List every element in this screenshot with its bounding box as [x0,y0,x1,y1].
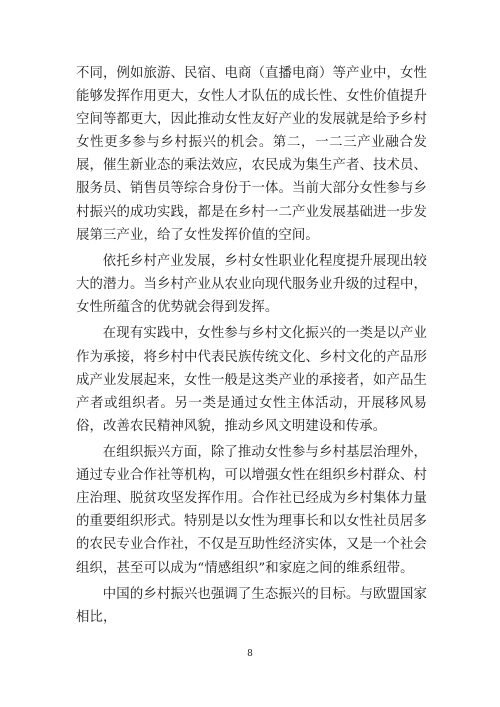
paragraph-cultural-revitalization: 在现有实践中，女性参与乡村文化振兴的一类是以产业作为承接，将乡村中代表民族传统文化、乡村文化的产品形成产业发展起来，女性一般是这类产业的承接者，如产品生产者或组织者。另一类是通过女性主体活动，开展移风易俗，改善农民精神风貌，推动乡风文明建设和传承。 [76,326,427,434]
paragraph-ecological-revitalization: 中国的乡村振兴也强调了生态振兴的目标。与欧盟国家相比， [76,586,427,625]
paragraph-organizational-revitalization: 在组织振兴方面，除了推动女性参与乡村基层治理外，通过专业合作社等机构，可以增强女性在组织乡村群众、村庄治理、脱贫攻坚发挥作用。合作社已经成为乡村集体力量的重要组织形式。特别是以女性为理事长和以女性社员居多的农民专业合作社，不仅是互助性经济实体，又是一个社会组织，甚至可以成为“情感组织”和家庭之间的维系纽带。 [76,445,427,576]
paragraph-industry-development: 依托乡村产业发展，乡村女性职业化程度提升展现出较大的潜力。当乡村产业从农业向现代服务业升级的过程中，女性所蕴含的优势就会得到发挥。 [76,253,427,316]
body-text [76,62,427,629]
page-number: 8 [247,649,253,659]
paragraph-continuation: 不同，例如旅游、民宿、电商（直播电商）等产业中，女性能够发挥作用更大，女性人才队伍的成长性、女性价值提升空间等都更大，因此推动女性友好产业的发展就是给予乡村女性更多参与乡村振兴的机会。第二，一二三产业融合发展，催生新业态的乘法效应，农民成为集生产者、技术员、服务员、销售员等综合身份于一体。当前大部分女性参与乡村振兴的成功实践，都是在乡村一二产业发展基础进一步发展第三产业，给了女性发挥价值的空间。 [76,66,427,243]
